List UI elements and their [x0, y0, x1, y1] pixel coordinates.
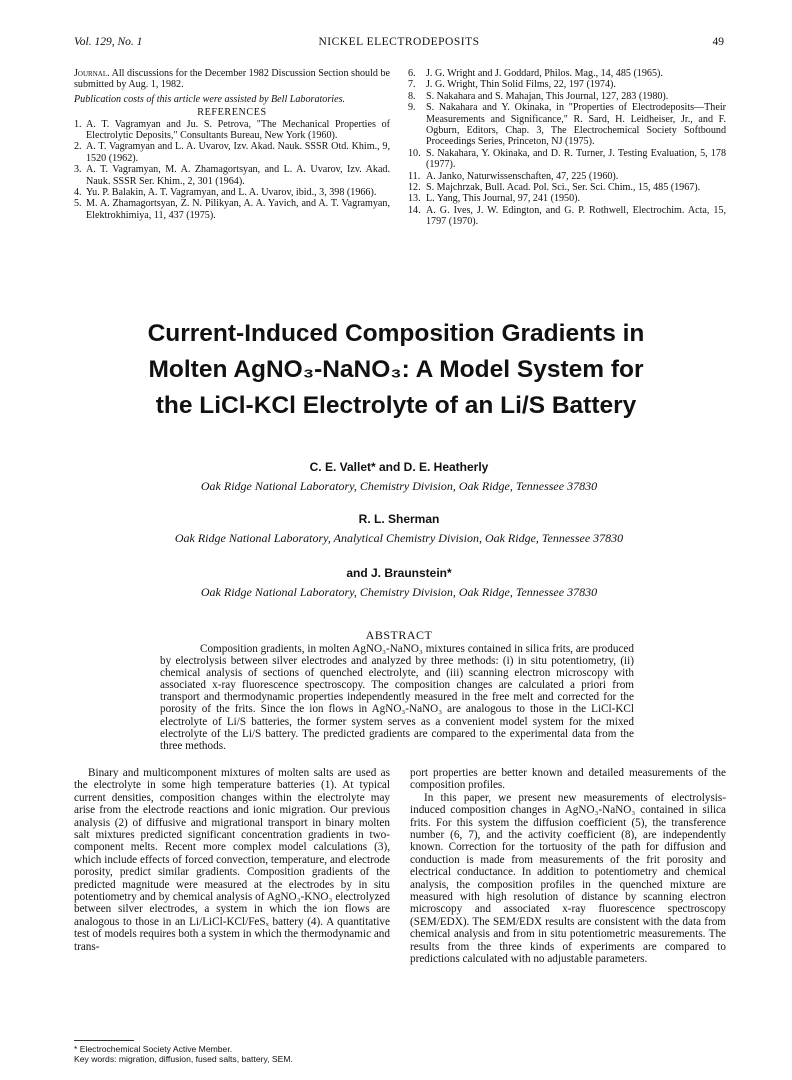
author-affiliation: Oak Ridge National Laboratory, Analytical Chemistry Division, Oak Ridge, Tennessee 37830 — [174, 531, 624, 545]
page-number: 49 — [712, 36, 724, 48]
reference-text: A. T. Vagramyan and L. A. Uvarov, Izv. Akad. Nauk. SSSR Otd. Khim., 9, 1520 (1962). — [86, 141, 390, 164]
references-heading: REFERENCES — [197, 107, 267, 119]
reference-item — [408, 171, 726, 182]
author-affiliation: Oak Ridge National Laboratory, Chemistry Division, Oak Ridge, Tennessee 37830 — [200, 479, 598, 493]
reference-item — [408, 79, 726, 90]
running-header — [74, 36, 724, 52]
reference-number: 11. — [408, 170, 421, 182]
reference-number: 14. — [408, 204, 421, 216]
reference-text: S. Majchrzak, Bull. Acad. Pol. Sci., Ser. Sci. Chim., 15, 485 (1967). — [426, 182, 701, 194]
reference-text: J. G. Wright and J. Goddard, Philos. Mag., 14, 485 (1965). — [426, 68, 663, 79]
reference-list-right — [408, 68, 726, 228]
footnotes — [74, 1044, 390, 1064]
reference-text: S. Nakahara and Y. Okinaka, in "Properties of Electrodeposits—Their Measurements and Significance," R. Sard, H. Leidheiser, Jr., and F. Ogburn, Editors, Chap. 3, The Electrochemical Society Softbound Proceedings Series, Princeton, NJ (1975). — [426, 102, 726, 148]
reference-number: 2. — [74, 141, 82, 153]
volume-issue: Vol. 129, No. 1 — [74, 36, 143, 48]
reference-text: S. Nakahara and S. Mahajan, This Journal, 127, 283 (1980). — [426, 90, 669, 102]
reference-number: 1. — [74, 118, 82, 130]
discussion-note: Journal. All discussions for the December 1982 Discussion Section should be submitted by Aug. 1, 1982. — [74, 68, 390, 91]
body-right-column — [410, 767, 726, 966]
reference-list-left — [74, 119, 390, 222]
reference-item — [408, 102, 726, 148]
reference-number: 8. — [408, 90, 416, 102]
reference-item — [74, 164, 390, 187]
reference-number: 5. — [74, 198, 82, 210]
reference-text: A. T. Vagramyan, M. A. Zhamagortsyan, and L. A. Uvarov, Izv. Akad. Nauk. SSSR Ser. Khim., 2, 301 (1964). — [86, 164, 390, 187]
reference-number: 7. — [408, 79, 416, 91]
reference-text: A. G. Ives, J. W. Edington, and G. P. Rothwell, Electrochim. Acta, 15, 1797 (1970). — [426, 204, 726, 228]
reference-number: 3. — [74, 164, 82, 176]
reference-text: J. G. Wright, Thin Solid Films, 22, 197 (1974). — [426, 79, 616, 91]
reference-text: A. Janko, Naturwissenschaften, 47, 225 (1960). — [426, 170, 619, 182]
reference-number: 13. — [408, 193, 421, 205]
reference-text: L. Yang, This Journal, 97, 241 (1950). — [426, 193, 581, 205]
author-affiliation: Oak Ridge National Laboratory, Chemistry Division, Oak Ridge, Tennessee 37830 — [200, 585, 598, 599]
reference-item — [408, 148, 726, 171]
reference-item — [74, 141, 390, 164]
body-left-column — [74, 767, 390, 953]
reference-text: Yu. P. Balakin, A. T. Vagramyan, and L. A. Uvarov, ibid., 3, 398 (1966). — [86, 187, 377, 199]
reference-item — [408, 91, 726, 102]
reference-number: 4. — [74, 187, 82, 199]
reference-item — [74, 119, 390, 142]
reference-item — [408, 193, 726, 204]
body-paragraph: In this paper, we present new measurements of electrolysis-induced composition changes in AgNO₃-NaNO₃ contained in silica frits. For this system the diffusion coefficient (5), the transference number (6, 7), and the activity coefficient (8), are independently known. Correction for the tortuosity of the path for diffusion and conduction is made from measurements of the frit porosity and electrical conductance. In addition to potentiometry and chemical analysis, the composition profiles in the quenched mixture are measured with high resolution of distance by scanning electron microscopy and associated x-ray fluorescence spectroscopy (SEM/EDX). The SEM/EDX results are consistent with the data from chemical analysis and from in situ potentiometric measurements. The results from the three kinds of experiments are compared to predictions calculated with no adjustable parameters. — [410, 791, 726, 966]
author-names: C. E. Vallet* and D. E. Heatherly — [309, 460, 489, 474]
reference-number: 6. — [408, 68, 416, 79]
keywords-footnote: Key words: migration, diffusion, fused salts, battery, SEM. — [74, 1054, 293, 1064]
reference-item — [408, 182, 726, 193]
reference-text: A. T. Vagramyan and Ju. S. Petrova, "The Mechanical Properties of Electrolytic Deposits," Consultants Bureau, New York (1960). — [86, 118, 390, 142]
author-names: and J. Braunstein* — [346, 566, 452, 580]
reference-number: 12. — [408, 182, 421, 194]
reference-item — [408, 205, 726, 228]
previous-article-left-column — [74, 68, 390, 221]
previous-article-right-column — [408, 68, 726, 228]
body-paragraph: Binary and multicomponent mixtures of molten salts are used as the electrolyte in some high temperature batteries (1). At typical current densities, composition changes within the electrolyte may arise from the electrode reactions and ionic migration. Our previous analysis (2) of diffusive and migrational transport in binary molten salt mixtures predicted significant concentration gradients in two-component melts. Recent more complex model calculations (3), which include effects of forced convection, temperature, and electrode porosity, predict similar gradients. Composition gradients of the predicted magnitude were measured at the electrodes by in situ potentiometry and by chemical analysis of AgNO₃-KNO₃ electrolyzed between silver electrodes, a system in which the ion flows are analogous to those in an Li/LiCl-KCl/FeSₓ battery (4). A quantitative test of models requires both a system in which the thermodynamic and trans- — [74, 767, 390, 953]
reference-text: M. A. Zhamagortsyan, Z. N. Pilikyan, A. A. Yavich, and A. T. Vagramyan, Elektrokhimiya, 11, 437 (1975). — [86, 198, 390, 221]
article-title: Current-Induced Composition Gradients in Molten AgNO₃-NaNO₃: A Model System for the LiCl-KCl Electrolyte of an Li/S Battery — [147, 320, 645, 419]
author-names: R. L. Sherman — [358, 512, 440, 526]
reference-item — [74, 198, 390, 221]
reference-number: 9. — [408, 102, 416, 114]
footnote-rule — [74, 1040, 134, 1041]
abstract-heading: ABSTRACT — [365, 628, 433, 642]
reference-text: S. Nakahara, Y. Okinaka, and D. R. Turner, J. Testing Evaluation, 5, 178 (1977). — [426, 147, 726, 171]
reference-item — [74, 187, 390, 198]
abstract-text: Composition gradients, in molten AgNO₃-NaNO₃ mixtures contained in silica frits, are produced by electrolysis between silver electrodes and analyzed by three methods: (i) in situ potentiometry, (ii) chemical analysis of sections of quenched electrolyte, and (iii) scanning electron microscopy with associated x-ray fluorescence spectroscopy. The composition changes are calculated a priori from transport and thermodynamic properties independently measured in the free melt and corrected for the porosity of the frits. Since the ion flows in AgNO₃-NaNO₃ are analogous to those in the LiCl-KCl electrolyte of Li/S batteries, the former system serves as a convenient model system for the mixed electrolyte of the Li/S battery. The predicted gradients are compared to the experimental data from the three methods. — [160, 643, 634, 752]
running-title: NICKEL ELECTRODEPOSITS — [318, 36, 480, 48]
reference-item — [408, 68, 726, 79]
membership-footnote: * Electrochemical Society Active Member. — [74, 1044, 233, 1054]
reference-number: 10. — [408, 147, 421, 159]
body-paragraph: port properties are better known and detailed measurements of the composition profiles. — [410, 767, 726, 792]
publication-costs-note: Publication costs of this article were assisted by Bell Laboratories. — [74, 93, 346, 105]
